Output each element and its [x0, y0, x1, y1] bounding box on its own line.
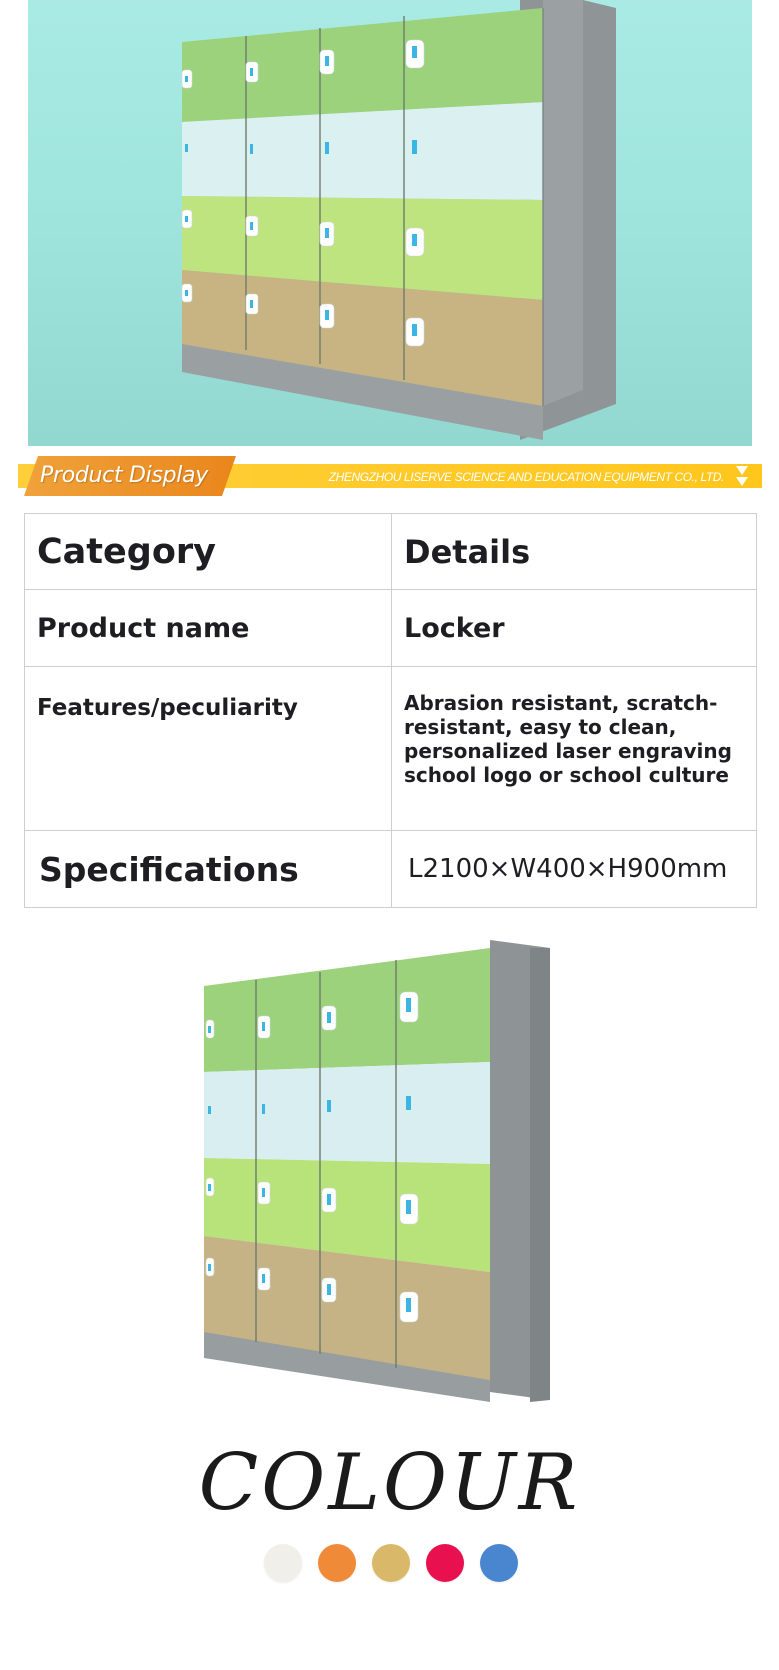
swatch-orange	[318, 1544, 356, 1582]
product-display-banner	[18, 456, 762, 496]
row-value: L2100×W400×H900mm	[392, 831, 757, 908]
row-value: Abrasion resistant, scratch-resistant, easy to clean, personalized laser engraving school logo or school culture	[392, 667, 757, 831]
header-details: Details	[392, 514, 757, 590]
swatch-gold	[372, 1544, 410, 1582]
spec-table	[24, 513, 757, 908]
table-row	[25, 590, 757, 667]
table-row	[25, 831, 757, 908]
swatch-red	[426, 1544, 464, 1582]
row-label: Features/peculiarity	[25, 667, 392, 831]
row-label: Specifications	[25, 831, 392, 908]
row-label: Product name	[25, 590, 392, 667]
swatch-blue	[480, 1544, 518, 1582]
product-locker-image	[200, 940, 580, 1430]
row-value: Locker	[392, 590, 757, 667]
colour-heading: COLOUR	[198, 1438, 581, 1528]
locker-front-illustration	[200, 940, 580, 1430]
table-row	[25, 667, 757, 831]
colour-swatches	[264, 1544, 534, 1582]
locker-illustration	[28, 0, 752, 446]
table-header-row	[25, 514, 757, 590]
chevron-down-icon	[734, 464, 750, 490]
company-name: ZHENGZHOU LISERVE SCIENCE AND EDUCATION EQUIPMENT CO., LTD.	[328, 470, 724, 484]
header-category: Category	[25, 514, 392, 590]
banner-title: Product Display	[40, 463, 208, 488]
hero-locker-image	[28, 0, 752, 446]
swatch-ivory	[264, 1544, 302, 1582]
